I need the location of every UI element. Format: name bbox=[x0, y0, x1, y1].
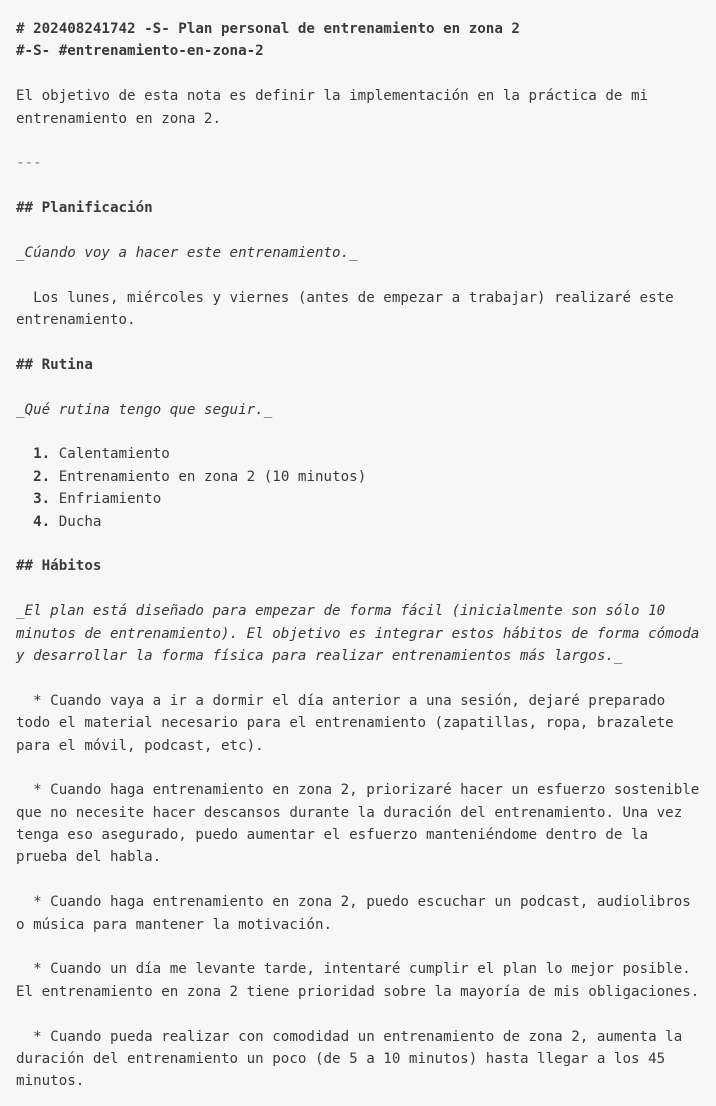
bullet-line: para el móvil, podcast, etc). bbox=[16, 737, 264, 754]
bullet-item bbox=[16, 958, 706, 1003]
bullet-line: * Cuando haga entrenamiento en zona 2, puedo escuchar un podcast, audiolibros bbox=[16, 894, 691, 911]
blank-line bbox=[16, 578, 706, 600]
bullet-item bbox=[16, 891, 706, 936]
heading-habitos: ## Hábitos bbox=[16, 558, 102, 575]
bullet-line: todo el material necesario para el entrenamiento (zapatillas, ropa, brazalete bbox=[16, 715, 674, 732]
blank-line bbox=[16, 376, 706, 398]
note-tags: #-S- #entrenamiento-en-zona-2 bbox=[16, 43, 264, 60]
blank-line bbox=[16, 175, 706, 197]
list-number: 3. bbox=[33, 491, 51, 508]
italic-line: y desarrollar la forma física para realizar entrenamientos más largos._ bbox=[16, 647, 623, 664]
bullet-line: tenga eso asegurado, puedo aumentar el esfuerzo manteniéndome dentro de la bbox=[16, 827, 649, 844]
intro-paragraph bbox=[16, 85, 706, 130]
note-title: # 202408241742 -S- Plan personal de entrenamiento en zona 2 bbox=[16, 21, 520, 37]
paragraph-line: entrenamiento. bbox=[16, 312, 136, 329]
bullet-line: * Cuando vaya a ir a dormir el día anterior a una sesión, dejaré preparado bbox=[16, 692, 666, 709]
heading-planificacion: ## Planificación bbox=[16, 200, 153, 217]
list-item bbox=[16, 488, 706, 510]
blank-line bbox=[16, 1003, 706, 1025]
list-number: 1. bbox=[33, 446, 51, 463]
bullet-item bbox=[16, 1026, 706, 1093]
blank-line bbox=[16, 936, 706, 958]
bullet-line: * Cuando haga entrenamiento en zona 2, priorizaré hacer un esfuerzo sostenible bbox=[16, 782, 700, 799]
intro-line: entrenamiento en zona 2. bbox=[16, 110, 221, 127]
list-item bbox=[16, 511, 706, 533]
blank-line bbox=[16, 264, 706, 286]
bullet-line: que no necesite hacer descansos durante la duración del entrenamiento. Una vez bbox=[16, 804, 683, 821]
rutina-ordered-list bbox=[16, 443, 706, 533]
habitos-intro bbox=[16, 600, 706, 667]
blank-line bbox=[16, 220, 706, 242]
bullet-line: prueba del habla. bbox=[16, 849, 162, 866]
blank-line bbox=[16, 869, 706, 891]
rutina-question: _Qué rutina tengo que seguir._ bbox=[16, 401, 273, 418]
list-item-text: Ducha bbox=[58, 513, 102, 530]
heading-rutina: ## Rutina bbox=[16, 356, 93, 373]
list-item-text: Calentamiento bbox=[58, 446, 170, 463]
list-item-text: Entrenamiento en zona 2 (10 minutos) bbox=[58, 468, 367, 485]
intro-line: El objetivo de esta nota es definir la implementación en la práctica de mi bbox=[16, 88, 649, 105]
blank-line bbox=[16, 533, 706, 555]
markdown-document[interactable] bbox=[16, 18, 706, 1093]
italic-line: _El plan está diseñado para empezar de forma fácil (inicialmente son sólo 10 bbox=[16, 603, 666, 620]
blank-line bbox=[16, 331, 706, 353]
planificacion-paragraph bbox=[16, 287, 706, 332]
paragraph-line: Los lunes, miércoles y viernes (antes de empezar a trabajar) realizaré este bbox=[16, 289, 674, 306]
bullet-line: duración del entrenamiento un poco (de 5 a 10 minutos) hasta llegar a los 45 bbox=[16, 1050, 666, 1067]
bullet-line: * Cuando un día me levante tarde, intentaré cumplir el plan lo mejor posible. bbox=[16, 961, 691, 978]
list-item bbox=[16, 443, 706, 465]
planificacion-question: _Cúando voy a hacer este entrenamiento._ bbox=[16, 244, 358, 261]
list-item-text: Enfriamiento bbox=[58, 491, 162, 508]
list-item bbox=[16, 466, 706, 488]
horizontal-rule-marker: --- bbox=[16, 155, 42, 172]
list-number: 4. bbox=[33, 513, 51, 530]
bullet-item bbox=[16, 690, 706, 757]
blank-line bbox=[16, 130, 706, 152]
blank-line bbox=[16, 421, 706, 443]
italic-line: minutos de entrenamiento). El objetivo es integrar estos hábitos de forma cómoda bbox=[16, 625, 700, 642]
bullet-line: * Cuando pueda realizar con comodidad un entrenamiento de zona 2, aumenta la bbox=[16, 1028, 683, 1045]
blank-line bbox=[16, 757, 706, 779]
bullet-item bbox=[16, 779, 706, 869]
bullet-line: minutos. bbox=[16, 1073, 85, 1090]
list-number: 2. bbox=[33, 468, 51, 485]
bullet-line: El entrenamiento en zona 2 tiene prioridad sobre la mayoría de mis obligaciones. bbox=[16, 983, 700, 1000]
blank-line bbox=[16, 63, 706, 85]
bullet-line: o música para mantener la motivación. bbox=[16, 916, 333, 933]
blank-line bbox=[16, 667, 706, 689]
